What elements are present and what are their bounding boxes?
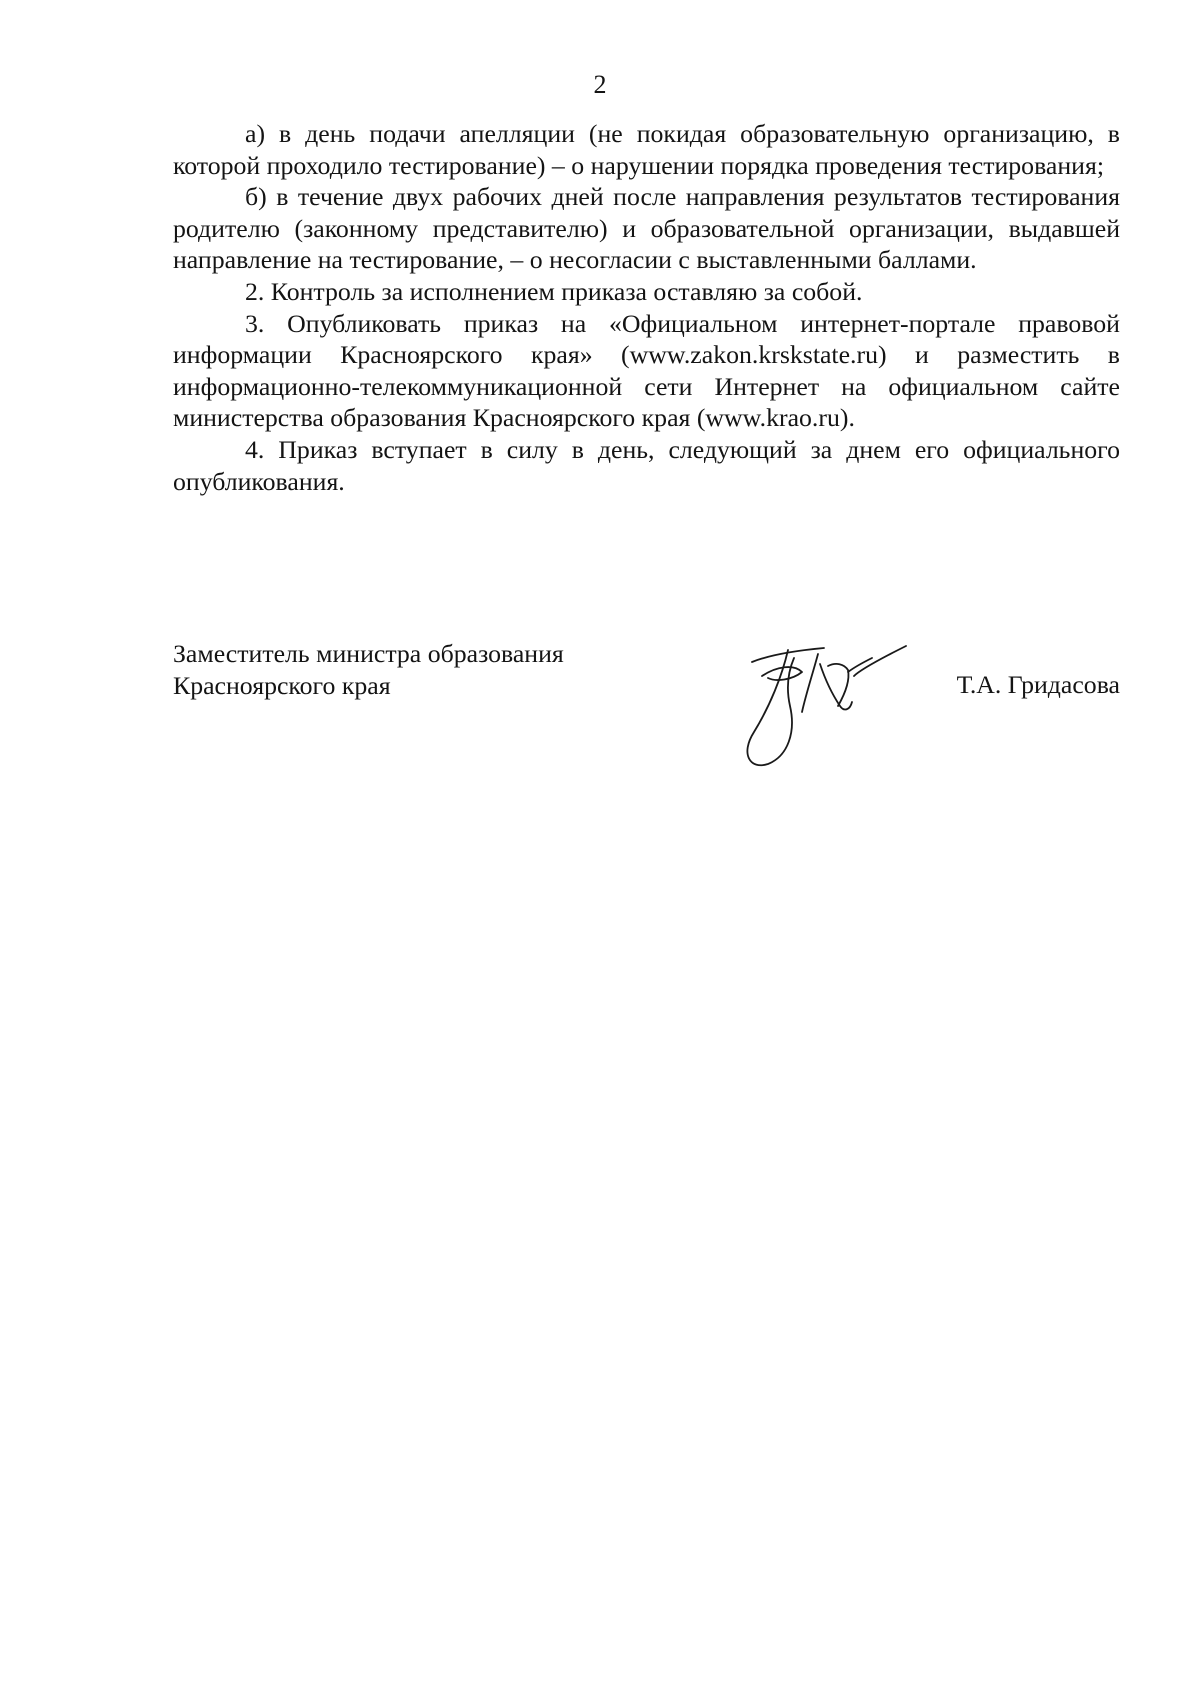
paragraph-publish: 3. Опубликовать приказ на «Официальном интернет-портале правовой информации Красноярского края» (www.zakon.krskstate.ru) и разместить в информационно-телекоммуникационной сети Интернет на официальном сайте министерства образования Красноярского края (www.krao.ru). xyxy=(173,308,1120,433)
paragraph-appeal-day: а) в день подачи апелляции (не покидая образовательную организацию, в которой проходило тестирование) – о нарушении порядка проведения тестирования; xyxy=(173,119,1120,180)
handwritten-signature-icon xyxy=(732,636,922,776)
signer-name: Т.А. Гридасова xyxy=(956,670,1120,699)
signature-block xyxy=(0,0,1200,800)
signer-title-line-1: Заместитель министра образования xyxy=(173,639,564,668)
paragraph-effective-date: 4. Приказ вступает в силу в день, следующий за днем его официального опубликования. xyxy=(173,434,1120,496)
signer-title xyxy=(173,638,564,702)
paragraph-appeal-two-days: б) в течение двух рабочих дней после направления результатов тестирования родителю (законному представителю) и образовательной организации, выдавшей направление на тестирование, – о несогласии с выставленными баллами. xyxy=(173,182,1120,275)
paragraph-control: 2. Контроль за исполнением приказа оставляю за собой. xyxy=(245,276,863,306)
page-number: 2 xyxy=(593,70,607,99)
signer-title-line-2: Красноярского края xyxy=(173,671,391,700)
